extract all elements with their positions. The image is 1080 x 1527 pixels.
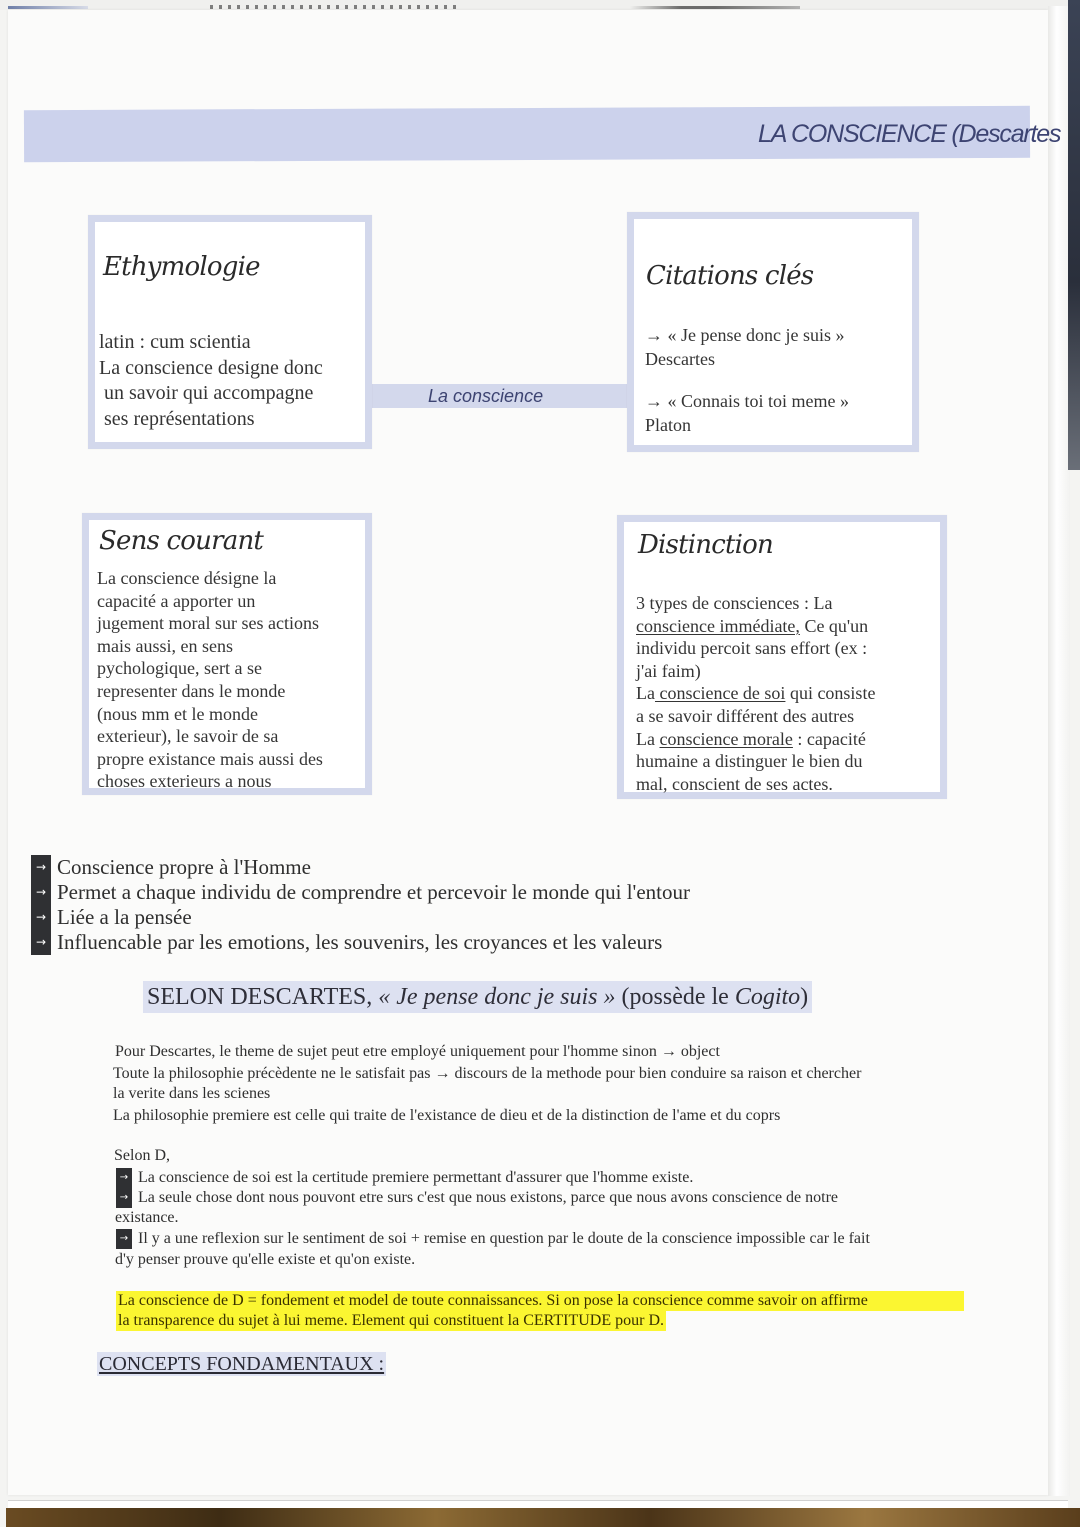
text-line: individu percoit sans effort (ex : [636, 638, 868, 659]
text-line: conscience immédiate, Ce qu'un [636, 615, 869, 636]
list-item: → Il y a une reflexion sur le sentiment de soi + remise en question par le doute de la conscience impossible car le fait [116, 1229, 870, 1249]
list-item: → Liée a la pensée [31, 905, 690, 930]
page-title: LA CONSCIENCE (Descartes [758, 120, 1061, 148]
text-line: capacité a apporter un [97, 590, 256, 611]
text-line: latin : cum scientia [99, 331, 251, 353]
box-distinction [617, 515, 947, 799]
text-line: (nous mm et le monde [97, 703, 258, 724]
arrow-right-icon: → [31, 855, 51, 880]
list-item-continuation: existance. [115, 1209, 179, 1226]
box-title: Ethymologie [103, 252, 260, 282]
background-strip [1068, 0, 1080, 470]
scan-top-edge [0, 0, 1080, 10]
quote-author: Platon [645, 415, 692, 435]
list-item: → Conscience propre à l'Homme [31, 855, 690, 880]
quote-text: → « Je pense donc je suis » [645, 325, 845, 345]
selon-d-intro: Selon D, [114, 1147, 170, 1164]
arrow-right-icon: → [116, 1229, 132, 1249]
quote-text: → « Connais toi toi meme » [645, 391, 849, 411]
box-body [636, 592, 875, 795]
list-item: → La seule chose dont nous pouvont etre surs c'est que nous existons, parce que nous avons conscience de notre [116, 1188, 838, 1208]
text-line: j'ai faim) [636, 660, 701, 681]
text-line: a se savoir différent des autres [636, 705, 855, 726]
text-line: La conscience de soi qui consiste [636, 683, 876, 704]
term-conscience-morale: conscience morale [659, 728, 793, 749]
scan-mark [210, 5, 460, 9]
box-etymologie [88, 215, 372, 449]
arrow-right-icon: → [116, 1168, 132, 1188]
desk-surface [6, 1508, 1080, 1527]
text-line: mais aussi, en sens [97, 635, 233, 656]
text-line: un savoir qui accompagne [99, 382, 314, 404]
text-line: exterieur), le savoir de sa [97, 726, 279, 747]
list-item: → La conscience de soi est la certitude premiere permettant d'assurer que l'homme existe. [116, 1168, 693, 1188]
arrow-right-icon: → [116, 1188, 132, 1208]
highlighted-text: la transparence du sujet à lui meme. Element qui constituent la CERTITUDE pour D. [118, 1312, 664, 1329]
scan-mark [630, 6, 800, 9]
page-bottom-edge [8, 1500, 1068, 1508]
paragraph-line: La philosophie premiere est celle qui traite de l'existance de dieu et de la distinction de l'ame et du coprs [113, 1107, 781, 1124]
highlighted-text: La conscience de D = fondement et model de toute connaissances. Si on pose la conscience comme savoir on affirme [116, 1291, 964, 1311]
text-line: propre existance mais aussi des [97, 748, 323, 769]
text-line: La conscience désigne la [97, 568, 277, 588]
term-conscience-immediate: conscience immédiate, [636, 615, 800, 636]
quote-descartes [645, 323, 844, 371]
diagram-center-label: La conscience [428, 386, 544, 406]
list-item: → Influencable par les emotions, les souvenirs, les croyances et les valeurs [31, 930, 690, 955]
box-citations [627, 212, 919, 452]
text-line: choses exterieurs a nous [97, 771, 272, 792]
text-line: 3 types de consciences : La [636, 593, 833, 613]
arrow-right-icon: → [31, 905, 51, 930]
text-line: mal, conscient de ses actes. [636, 773, 833, 794]
arrow-right-icon: → [31, 880, 51, 905]
box-title: Citations clés [646, 261, 814, 291]
section-heading-selon-descartes: SELON DESCARTES, « Je pense donc je suis » (possède le Cogito) [143, 981, 812, 1013]
quote-author: Descartes [645, 349, 715, 369]
paragraph-line: Pour Descartes, le theme de sujet peut etre employé uniquement pour l'homme sinon → object [115, 1043, 720, 1060]
box-body [97, 567, 323, 793]
text-line: ses représentations [99, 407, 255, 430]
text-line: humaine a distinguer le bien du [636, 751, 863, 772]
section-heading-concepts: CONCEPTS FONDAMENTAUX : [99, 1353, 385, 1375]
paragraph-line: la verite dans les scienes [113, 1085, 271, 1102]
paragraph-line: Toute la philosophie précèdente ne le satisfait pas → discours de la methode pour bien conduire sa raison et chercher [113, 1065, 862, 1082]
box-title: Distinction [638, 530, 773, 560]
text-line: jugement moral sur ses actions [97, 613, 319, 634]
box-sens-courant [82, 513, 372, 795]
text-line: La conscience morale : capacité [636, 728, 866, 749]
text-line: pychologique, sert a se [97, 658, 262, 679]
arrow-right-icon: → [31, 930, 51, 955]
text-line: La conscience designe donc [99, 356, 323, 379]
scan-mark [8, 6, 88, 9]
list-item: → Permet a chaque individu de comprendre et percevoir le monde qui l'entour [31, 880, 690, 905]
list-item-continuation: d'y penser prouve qu'elle existe et qu'on existe. [115, 1251, 416, 1268]
key-points-list [31, 855, 690, 955]
quote-platon [645, 389, 849, 437]
page-right-edge [1048, 6, 1070, 1496]
text-line: representer dans le monde [97, 680, 286, 701]
box-title: Sens courant [99, 526, 264, 556]
box-body [99, 330, 323, 432]
term-conscience-de-soi: conscience de soi [654, 683, 786, 704]
